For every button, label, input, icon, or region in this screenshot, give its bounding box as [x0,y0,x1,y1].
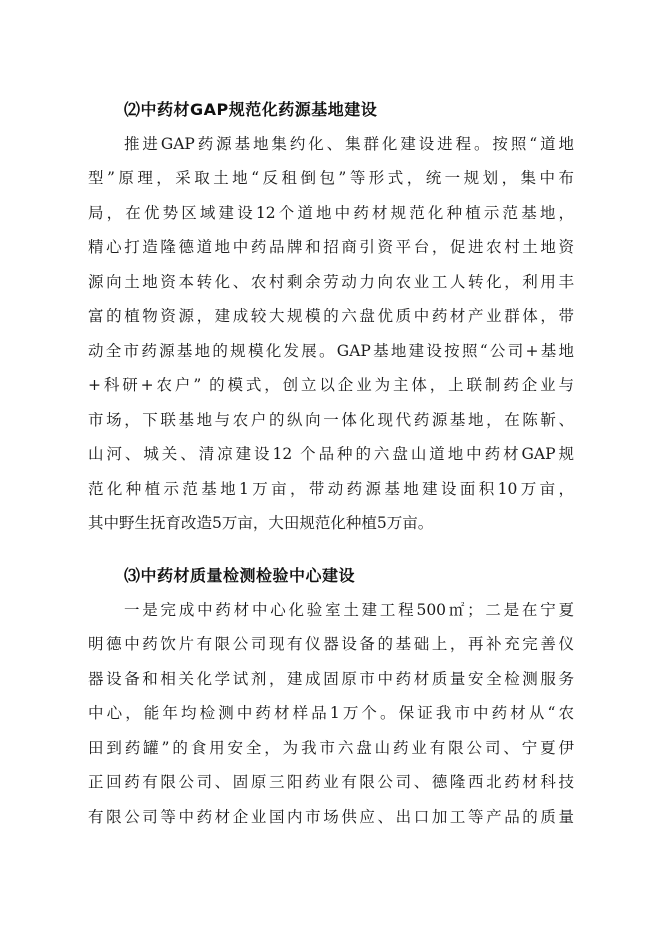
section-heading-gap-base: ⑵中药材GAP规范化药源基地建设 [124,100,378,119]
paragraph-line: 推进GAP药源基地集约化、集群化建设进程。按照“道地 [124,135,574,153]
paragraph-line: 局，在优势区域建设12个道地中药材规范化种植示范基地， [88,204,574,222]
paragraph-line: 有限公司等中药材企业国内市场供应、出口加工等产品的质量 [88,808,574,826]
paragraph-line: 明德中药饮片有限公司现有仪器设备的基础上，再补充完善仪 [88,635,574,653]
paragraph-line: 源向土地资本转化、农村剩余劳动力向农业工人转化，利用丰 [88,273,574,291]
paragraph-line: 动全市药源基地的规模化发展。GAP基地建设按照“公司+基地 [88,342,574,360]
paragraph-line: 中心，能年均检测中药材样品1万个。保证我市中药材从“农 [88,704,574,722]
paragraph-line: 正回药有限公司、固原三阳药业有限公司、德隆西北药材科技 [88,773,574,791]
paragraph-line: 型”原理，采取土地“反租倒包”等形式，统一规划，集中布 [88,169,574,187]
paragraph-line: 精心打造隆德道地中药品牌和招商引资平台，促进农村土地资 [88,238,574,256]
paragraph-line: 富的植物资源，建成较大规模的六盘优质中药材产业群体，带 [88,307,574,325]
paragraph-line: 山河、城关、清凉建设12 个品种的六盘山道地中药材GAP规 [88,445,574,463]
paragraph-line: 市场，下联基地与农户的纵向一体化现代药源基地，在陈靳、 [88,411,574,429]
section-heading-quality-center: ⑶中药材质量检测检验中心建设 [124,566,356,585]
paragraph-line: 范化种植示范基地1万亩，带动药源基地建设面积10万亩， [88,480,574,498]
paragraph-line: 一是完成中药材中心化验室土建工程500㎡；二是在宁夏 [124,601,574,619]
paragraph-line: 田到药罐”的食用安全，为我市六盘山药业有限公司、宁夏伊 [88,739,574,757]
paragraph-line: 其中野生抚育改造5万亩，大田规范化种植5万亩。 [88,514,434,532]
paragraph-line: +科研+农户” 的模式，创立以企业为主体，上联制药企业与 [88,376,574,394]
paragraph-line: 器设备和相关化学试剂，建成固原市中药材质量安全检测服务 [88,670,574,688]
